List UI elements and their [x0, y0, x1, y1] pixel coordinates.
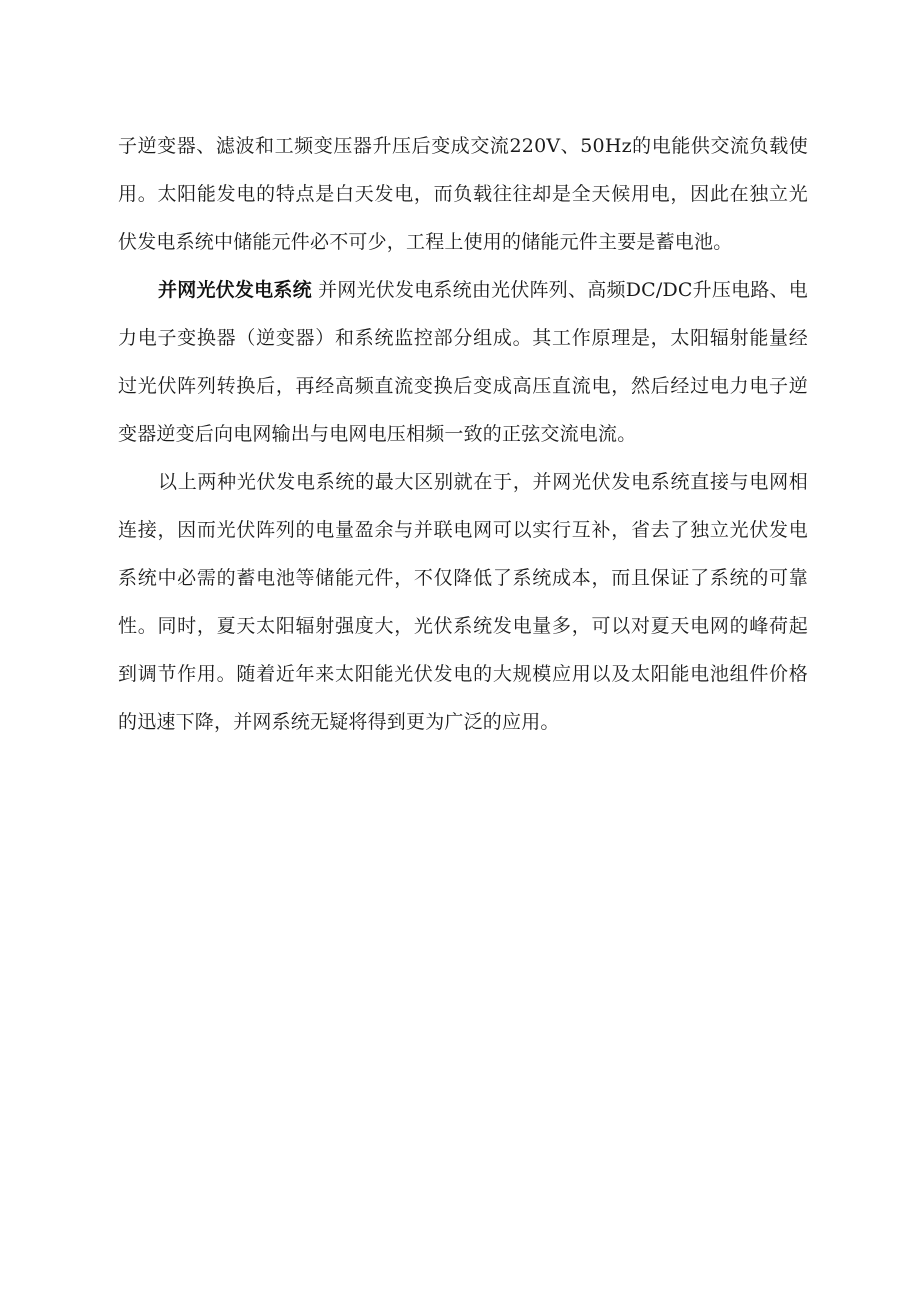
paragraph-comparison: 以上两种光伏发电系统的最大区别就在于，并网光伏发电系统直接与电网相连接，因而光伏阵列的电量盈余与并联电网可以实行互补，省去了独立光伏发电系统中必需的蓄电池等储能元件，不仅降低了系统成本，而且保证了系统的可靠性。同时，夏天太阳辐射强度大，光伏系统发电量多，可以对夏天电网的峰荷起到调节作用。随着近年来太阳能光伏发电的大规模应用以及太阳能电池组件价格的迅速下降，并网系统无疑将得到更为广泛的应用。 [118, 471, 808, 733]
paragraph-grid-connected-system [118, 266, 808, 458]
section-term-grid-connected: 并网光伏发电系统 [158, 279, 312, 301]
document-body [118, 122, 808, 746]
paragraph-body-grid-connected: 并网光伏发电系统由光伏阵列、高频DC/DC升压电路、电力电子变换器（逆变器）和系统监控部分组成。其工作原理是，太阳辐射能量经过光伏阵列转换后，再经高频直流变换后变成高压直流电，然后经过电力电子逆变器逆变后向电网输出与电网电压相频一致的正弦交流电流。 [118, 279, 808, 445]
paragraph-continuation: 子逆变器、滤波和工频变压器升压后变成交流220V、50Hz的电能供交流负载使用。太阳能发电的特点是白天发电，而负载往往却是全天候用电，因此在独立光伏发电系统中储能元件必不可少，工程上使用的储能元件主要是蓄电池。 [118, 135, 808, 253]
